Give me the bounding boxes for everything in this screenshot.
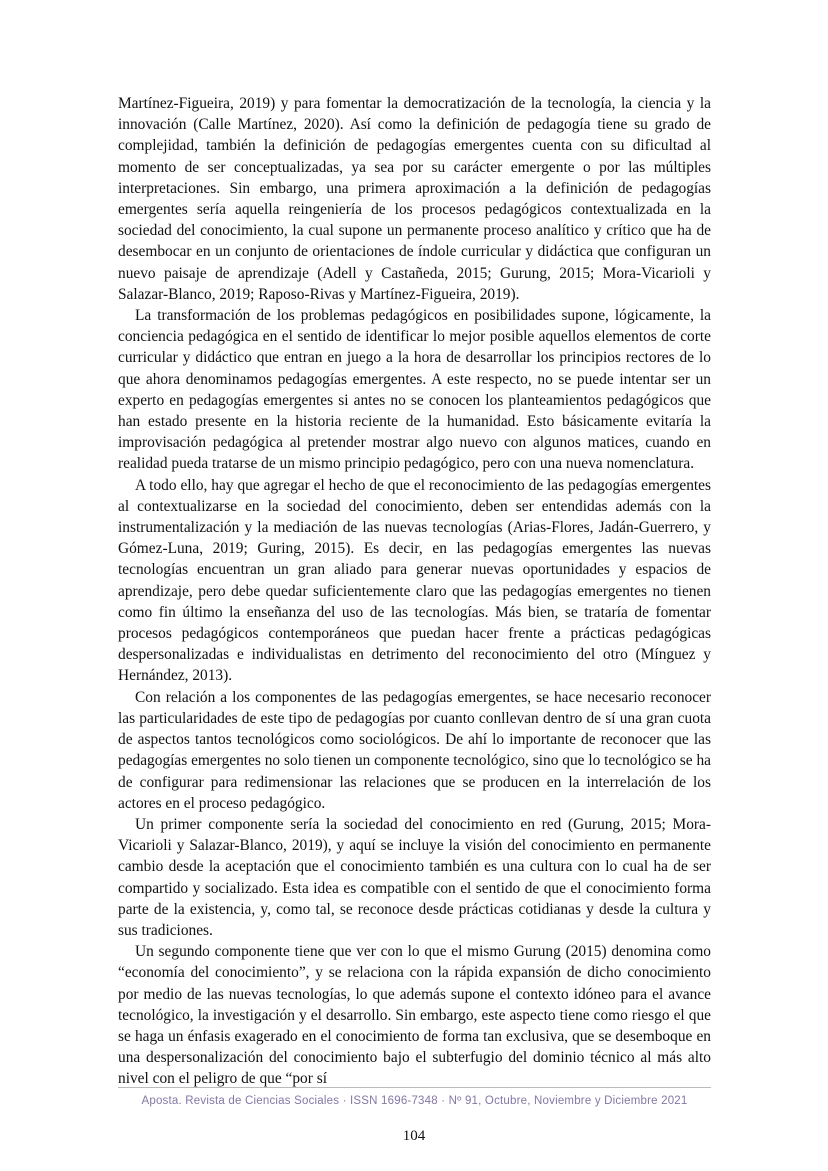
paragraph: Un primer componente sería la sociedad del conocimiento en red (Gurung, 2015; Mora-Vicarioli y Salazar-Blanco, 2019), y aquí se incluye la visión del conocimiento en permanente cambio desde la aceptación que el conocimiento también es una cultura con lo cual ha de ser compartido y socializado. Esta idea es compatible con el sentido de que el conocimiento forma parte de la existencia, y, como tal, se reconoce desde prácticas cotidianas y desde la cultura y sus tradiciones. xyxy=(118,815,711,939)
paragraph: A todo ello, hay que agregar el hecho de que el reconocimiento de las pedagogías emergentes al contextualizarse en la sociedad del conocimiento, deben ser entendidas además con la instrumentalización y la mediación de las nuevas tecnologías (Arias-Flores, Jadán-Guerrero, y Gómez-Luna, 2019; Guring, 2015). Es decir, en las pedagogías emergentes las nuevas tecnologías encuentran un gran aliado para generar nuevas oportunidades y espacios de aprendizaje, pero debe quedar suficientemente claro que las pedagogías emergentes no tienen como fin último la enseñanza del uso de las tecnologías. Más bien, se trataría de fomentar procesos pedagógicos contemporáneos que puedan hacer frente a prácticas pedagógicas despersonalizadas e individualistas en detrimento del reconocimiento del otro (Mínguez y Hernández, 2013). xyxy=(118,476,711,685)
paragraph: La transformación de los problemas pedagógicos en posibilidades supone, lógicamente, la conciencia pedagógica en el sentido de identificar lo mejor posible aquellos elementos de corte curricular y didáctico que entran en juego a la hora de desarrollar los principios rectores de lo que ahora denominamos pedagogías emergentes. A este respecto, no se puede intentar ser un experto en pedagogías emergentes si antes no se conocen los planteamientos pedagógicos que han estado presente en la historia reciente de la humanidad. Esto básicamente evitaría la improvisación pedagógica al pretender mostrar algo nuevo con algunos matices, cuando en realidad pueda tratarse de un mismo principio pedagógico, pero con una nueva nomenclatura. xyxy=(118,307,711,473)
paragraph: Un segundo componente tiene que ver con lo que el mismo Gurung (2015) denomina como “economía del conocimiento”, y se relaciona con la rápida expansión de dicho conocimiento por medio de las nuevas tecnologías, lo que además supone el contexto idóneo para el avance tecnológico, la investigación y el desarrollo. Sin embargo, este aspecto tiene como riesgo el que se haga un énfasis exagerado en el conocimiento de forma tan exclusiva, que se desemboque en una despersonalización del conocimiento bajo el subterfugio del dominio técnico al más alto nivel con el peligro de que “por sí xyxy=(118,943,711,1088)
paragraph: Con relación a los componentes de las pedagogías emergentes, se hace necesario reconocer las particularidades de este tipo de pedagogías por cuanto conllevan dentro de sí una gran cuota de aspectos tantos tecnológicos como sociológicos. De ahí lo importante de reconocer que las pedagogías emergentes no solo tienen un componente tecnológico, sino que lo tecnológico se ha de configurar para redimensionar las relaciones que se producen en la interrelación de los actores en el proceso pedagógico. xyxy=(118,688,711,812)
journal-footer-text: Aposta. Revista de Ciencias Sociales · ISSN 1696-7348 · Nº 91, Octubre, Noviembre y Diciembre 2021 xyxy=(141,1095,688,1107)
footer-divider xyxy=(118,1087,711,1088)
paragraph: Martínez-Figueira, 2019) y para fomentar la democratización de la tecnología, la ciencia y la innovación (Calle Martínez, 2020). Así como la definición de pedagogía tiene su grado de complejidad, también la definición de pedagogías emergentes cuenta con su dificultad al momento de ser conceptualizadas, ya sea por su carácter emergente o por las múltiples interpretaciones. Sin embargo, una primera aproximación a la definición de pedagogías emergentes sería aquella reingeniería de los procesos pedagógicos contextualizada en la sociedad del conocimiento, la cual supone un permanente proceso analítico y crítico que ha de desembocar en un conjunto de orientaciones de índole curricular y didáctica que configuran un nuevo paisaje de aprendizaje (Adell y Castañeda, 2015; Gurung, 2015; Mora-Vicarioli y Salazar-Blanco, 2019; Raposo-Rivas y Martínez-Figueira, 2019). xyxy=(118,95,711,303)
page-footer xyxy=(118,1087,711,1107)
article-body xyxy=(118,93,711,1090)
page-number: 104 xyxy=(402,1128,426,1144)
